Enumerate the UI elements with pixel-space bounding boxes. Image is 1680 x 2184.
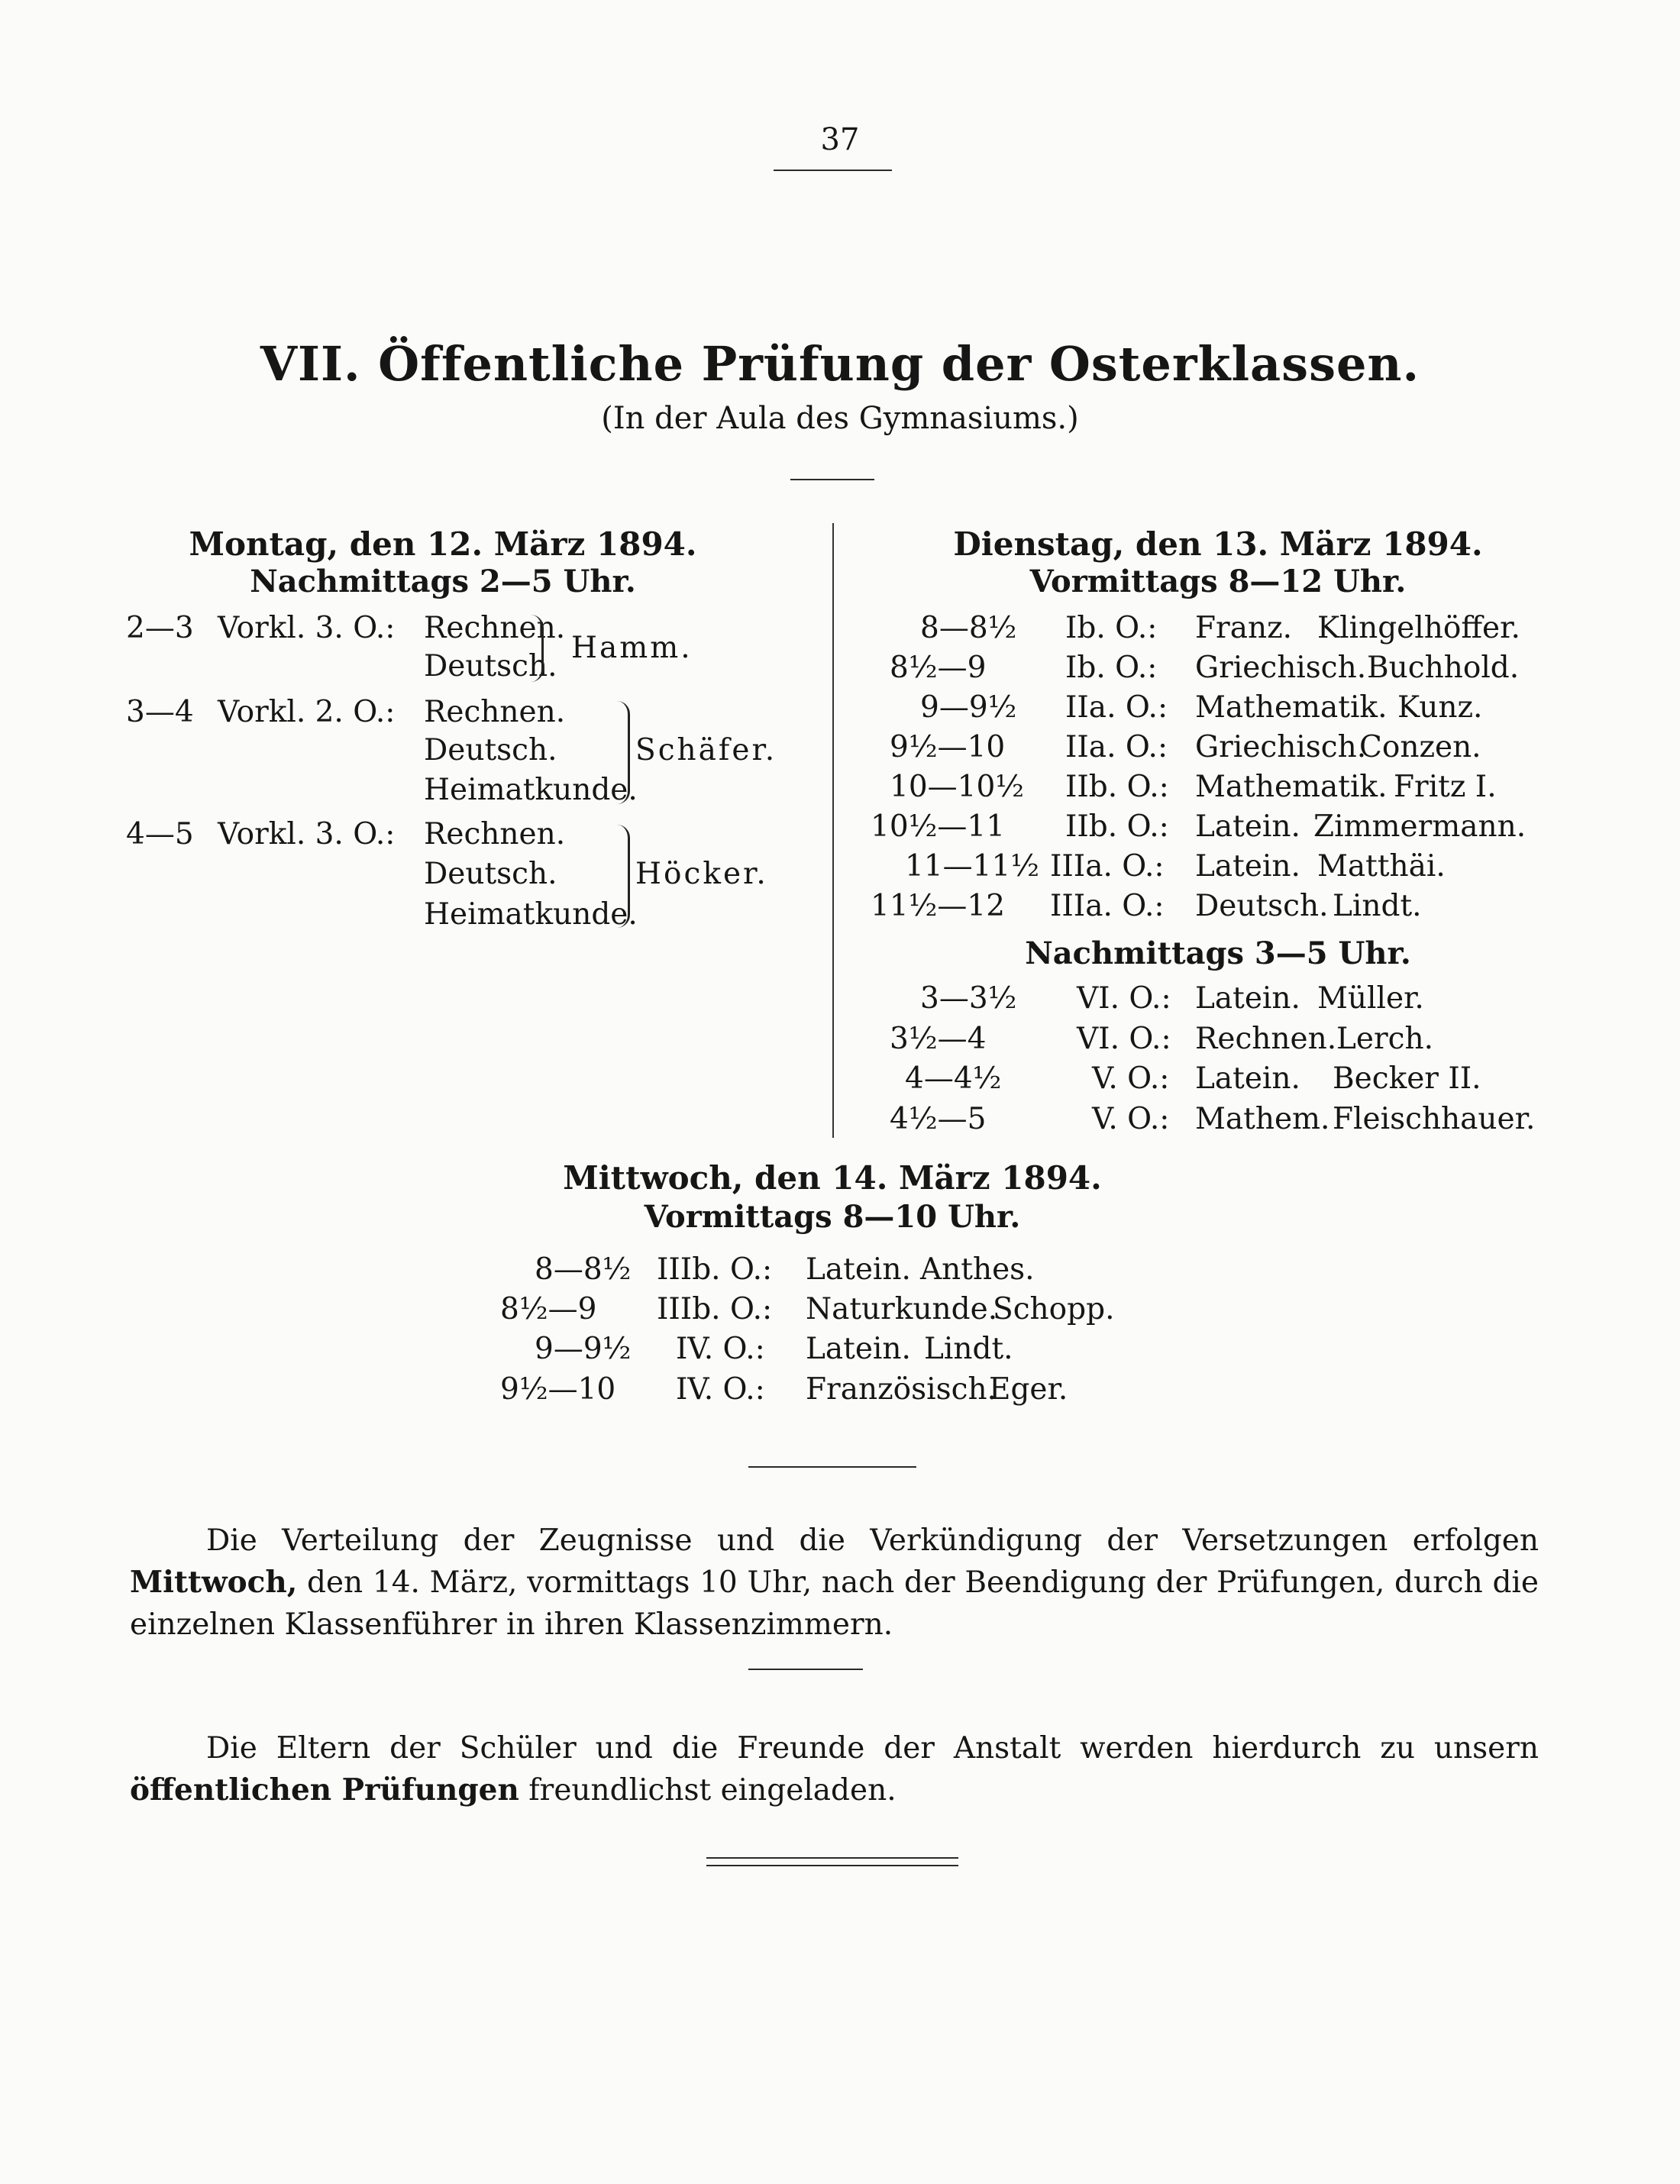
monday-teacher: Höcker.	[635, 857, 768, 891]
tuesday-slot: 3½—4	[890, 1022, 987, 1056]
tuesday-class: V. O.:	[1092, 1061, 1170, 1096]
tuesday-subject: Rechnen.	[1195, 1022, 1337, 1056]
tuesday-slot: 4½—5	[890, 1102, 987, 1136]
paragraph-invitation	[130, 1727, 1539, 1811]
wednesday-class: IIIb. O.:	[657, 1252, 773, 1287]
tuesday-subject: Latein.	[1195, 981, 1300, 1016]
monday-time: Nachmittags 2—5 Uhr.	[250, 564, 636, 599]
monday-brace	[617, 825, 630, 928]
wednesday-slot: 9½—10	[500, 1372, 616, 1407]
tuesday-slot: 8½—9	[890, 651, 987, 685]
tuesday-class: VI. O.:	[1077, 981, 1171, 1016]
monday-slot: 2—3	[126, 611, 194, 645]
tuesday-teacher: Conzen.	[1359, 730, 1481, 764]
page-number: 37	[820, 122, 860, 157]
tuesday-class: IIb. O.:	[1065, 809, 1169, 844]
wednesday-heading: Mittwoch, den 14. März 1894.	[563, 1159, 1102, 1197]
tuesday-teacher: Zimmermann.	[1313, 809, 1527, 844]
tuesday-class: IIa. O.:	[1065, 730, 1168, 764]
tuesday-slot: 11—11½	[905, 849, 1040, 884]
monday-subject: Deutsch.	[424, 857, 557, 891]
tuesday-slot: 9—9½	[920, 690, 1017, 725]
tuesday-teacher: Matthäi.	[1317, 849, 1446, 884]
monday-subject: Heimatkunde.	[424, 897, 638, 932]
section-divider	[748, 1669, 863, 1670]
wednesday-slot: 9—9½	[535, 1332, 632, 1366]
column-divider	[832, 523, 834, 1138]
tuesday-class: IIa. O.:	[1065, 690, 1168, 725]
wednesday-subject: Latein.	[806, 1252, 911, 1287]
monday-subject: Deutsch.	[424, 649, 557, 683]
paragraph-text: freundlichst eingeladen.	[528, 1773, 897, 1808]
monday-brace	[531, 615, 544, 682]
wednesday-slot: 8—8½	[535, 1252, 632, 1287]
tuesday-subject: Latein.	[1195, 1061, 1300, 1096]
tuesday-class: IIb. O.:	[1065, 770, 1169, 804]
tuesday-class: IIIa. O.:	[1050, 849, 1165, 884]
monday-brace	[617, 701, 630, 804]
monday-slot: 4—5	[126, 817, 194, 851]
tuesday-class: Ib. O.:	[1065, 611, 1158, 645]
monday-teacher: Hamm.	[571, 631, 693, 665]
monday-subject: Rechnen.	[424, 817, 566, 851]
monday-teacher: Schäfer.	[635, 733, 777, 767]
paragraph-text: Die Verteilung der Zeugnisse und die Verkündigung der Versetzungen erfolgen	[206, 1523, 1539, 1558]
tuesday-teacher: Fritz I.	[1394, 770, 1497, 804]
monday-subject: Heimatkunde.	[424, 773, 638, 807]
tuesday-slot: 9½—10	[890, 730, 1006, 764]
monday-subject: Rechnen.	[424, 695, 566, 729]
tuesday-slot: 8—8½	[920, 611, 1017, 645]
tuesday-slot: 10½—11	[871, 809, 1006, 844]
end-rule	[706, 1865, 958, 1866]
tuesday-teacher: Müller.	[1317, 981, 1424, 1016]
paragraph-certificates	[130, 1520, 1539, 1646]
tuesday-teacher: Becker II.	[1333, 1061, 1481, 1096]
monday-subject: Rechnen.	[424, 611, 566, 645]
wednesday-subject: Latein.	[806, 1332, 911, 1366]
tuesday-class: V. O.:	[1092, 1102, 1170, 1136]
tuesday-subject: Franz.	[1195, 611, 1293, 645]
tuesday-teacher: Fleischhauer.	[1333, 1102, 1536, 1136]
monday-heading: Montag, den 12. März 1894.	[189, 525, 697, 563]
tuesday-class: IIIa. O.:	[1050, 889, 1165, 923]
tuesday-subject: Latein.	[1195, 809, 1300, 844]
title-divider	[790, 479, 874, 480]
wednesday-class: IIIb. O.:	[657, 1292, 773, 1326]
tuesday-slot: 10—10½	[890, 770, 1025, 804]
monday-slot: 3—4	[126, 695, 194, 729]
wednesday-subject: Französisch.	[806, 1372, 997, 1407]
tuesday-afternoon-time: Nachmittags 3—5 Uhr.	[1025, 935, 1411, 971]
page-subtitle: (In der Aula des Gymnasiums.)	[601, 401, 1079, 436]
monday-class: Vorkl. 3. O.:	[218, 611, 396, 645]
paragraph-text: den 14. März, vormittags 10 Uhr, nach der Beendigung der Prüfungen, durch die einzelnen Klassenführer in ihren Klassenzimmern.	[130, 1565, 1539, 1642]
tuesday-subject: Latein.	[1195, 849, 1300, 884]
section-divider	[748, 1466, 916, 1468]
paragraph-emphasis: öffentlichen Prüfungen	[130, 1772, 519, 1808]
paragraph-text: Die Eltern der Schüler und die Freunde der Anstalt werden hierdurch zu unsern	[206, 1731, 1539, 1766]
tuesday-subject: Deutsch.	[1195, 889, 1329, 923]
tuesday-subject: Griechisch.	[1195, 651, 1367, 685]
wednesday-teacher: Schopp.	[993, 1292, 1115, 1326]
tuesday-slot: 3—3½	[920, 981, 1017, 1016]
wednesday-class: IV. O.:	[676, 1372, 765, 1407]
wednesday-teacher: Lindt.	[924, 1332, 1013, 1366]
tuesday-teacher: Buchhold.	[1367, 651, 1520, 685]
page-number-underline	[774, 170, 892, 171]
tuesday-teacher: Lindt.	[1333, 889, 1422, 923]
tuesday-morning-time: Vormittags 8—12 Uhr.	[1029, 564, 1407, 599]
tuesday-teacher: Kunz.	[1397, 690, 1483, 725]
monday-subject: Deutsch.	[424, 733, 557, 767]
tuesday-teacher: Klingelhöffer.	[1317, 611, 1520, 645]
wednesday-teacher: Eger.	[989, 1372, 1068, 1407]
tuesday-heading: Dienstag, den 13. März 1894.	[953, 525, 1483, 563]
wednesday-slot: 8½—9	[500, 1292, 597, 1326]
tuesday-subject: Mathem.	[1195, 1102, 1330, 1136]
wednesday-class: IV. O.:	[676, 1332, 765, 1366]
wednesday-teacher: Anthes.	[920, 1252, 1035, 1287]
tuesday-slot: 11½—12	[871, 889, 1006, 923]
wednesday-subject: Naturkunde.	[806, 1292, 998, 1326]
tuesday-subject: Mathematik.	[1195, 690, 1388, 725]
tuesday-subject: Griechisch.	[1195, 730, 1367, 764]
wednesday-time: Vormittags 8—10 Uhr.	[644, 1199, 1021, 1235]
tuesday-slot: 4—4½	[905, 1061, 1002, 1096]
tuesday-teacher: Lerch.	[1336, 1022, 1433, 1056]
tuesday-class: Ib. O.:	[1065, 651, 1158, 685]
end-rule	[706, 1857, 958, 1859]
monday-class: Vorkl. 2. O.:	[218, 695, 396, 729]
monday-class: Vorkl. 3. O.:	[218, 817, 396, 851]
tuesday-subject: Mathematik.	[1195, 770, 1388, 804]
tuesday-class: VI. O.:	[1077, 1022, 1171, 1056]
paragraph-emphasis: Mittwoch,	[130, 1565, 298, 1600]
page-title: VII. Öffentliche Prüfung der Osterklassen.	[260, 336, 1420, 392]
